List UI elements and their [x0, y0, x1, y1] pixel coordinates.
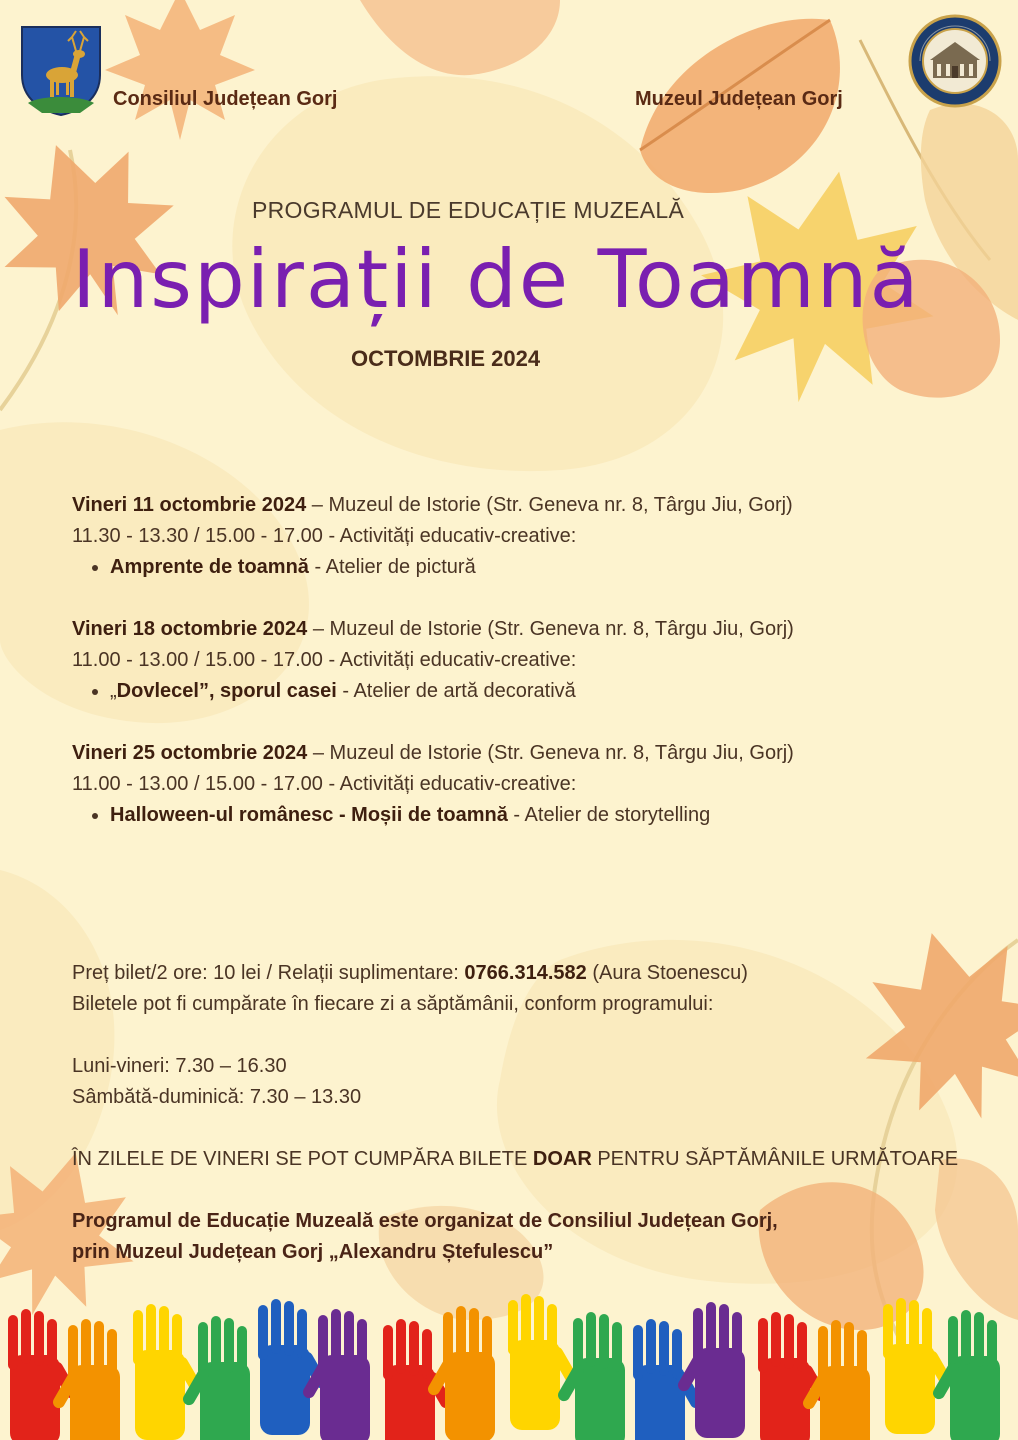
event-item	[72, 614, 972, 707]
phone-number: 0766.314.582	[464, 962, 587, 984]
event-location: – Muzeul de Istorie (Str. Geneva nr. 8, Târgu Jiu, Gorj)	[307, 742, 794, 764]
price-line	[72, 958, 972, 989]
event-schedule: 11.30 - 13.30 / 15.00 - 17.00 - Activități educativ-creative:	[72, 525, 577, 547]
workshop-name: Halloween-ul românesc - Moșii de toamnă	[110, 804, 508, 826]
contact-person: (Aura Stoenescu)	[586, 962, 748, 984]
friday-notice-emphasis: DOAR	[532, 1148, 592, 1170]
workshop-type: - Atelier de artă decorativă	[336, 680, 576, 702]
workshop-item	[110, 552, 972, 583]
county-council-name: Consiliul Județean Gorj	[113, 88, 338, 110]
organizer-line-2: prin Muzeul Județean Gorj „Alexandru Ștefulescu”	[72, 1241, 554, 1263]
tickets-line: Biletele pot fi cumpărate în fiecare zi a săptămânii, conform programului:	[72, 993, 714, 1015]
program-label: PROGRAMUL DE EDUCAȚIE MUZEALĂ	[252, 197, 685, 223]
event-schedule: 11.00 - 13.00 / 15.00 - 17.00 - Activități educativ-creative:	[72, 649, 577, 671]
event-location: – Muzeul de Istorie (Str. Geneva nr. 8, Târgu Jiu, Gorj)	[307, 618, 794, 640]
workshop-type: - Atelier de storytelling	[507, 804, 711, 826]
friday-notice	[72, 1144, 972, 1175]
workshop-type: - Atelier de pictură	[308, 556, 476, 578]
event-date: Vineri 11 octombrie 2024	[72, 494, 307, 516]
weekday-hours: Luni-vineri: 7.30 – 16.30	[72, 1055, 287, 1077]
weekend-hours: Sâmbătă-duminică: 7.30 – 13.30	[72, 1086, 362, 1108]
event-item	[72, 738, 972, 831]
workshop-quote-mark: „	[110, 680, 117, 702]
county-crest-logo	[20, 25, 102, 117]
event-date: Vineri 18 octombrie 2024	[72, 618, 308, 640]
museum-name: Muzeul Județean Gorj	[635, 88, 843, 110]
event-location: – Muzeul de Istorie (Str. Geneva nr. 8, Târgu Jiu, Gorj)	[306, 494, 793, 516]
ticket-info	[72, 958, 972, 1268]
workshop-name: Amprente de toamnă	[110, 556, 309, 578]
friday-notice-text: ÎN ZILELE DE VINERI SE POT CUMPĂRA BILETE	[72, 1148, 533, 1170]
events-list	[72, 490, 972, 862]
friday-notice-end: PENTRU SĂPTĂMÂNILE URMĂTOARE	[591, 1148, 959, 1170]
workshop-item	[110, 676, 972, 707]
workshop-item	[110, 800, 972, 831]
museum-seal-logo	[908, 14, 1002, 108]
event-schedule: 11.00 - 13.00 / 15.00 - 17.00 - Activități educativ-creative:	[72, 773, 577, 795]
page-title: Inspirații de Toamnă	[72, 233, 921, 326]
event-date: Vineri 25 octombrie 2024	[72, 742, 308, 764]
event-item	[72, 490, 972, 583]
price-text: Preț bilet/2 ore: 10 lei / Relații suplimentare:	[72, 962, 465, 984]
organizer-line-1: Programul de Educație Muzeală este organizat de Consiliul Județean Gorj,	[72, 1210, 778, 1232]
event-month: OCTOMBRIE 2024	[351, 346, 541, 371]
workshop-name: Dovlecel”, sporul casei	[116, 680, 337, 702]
